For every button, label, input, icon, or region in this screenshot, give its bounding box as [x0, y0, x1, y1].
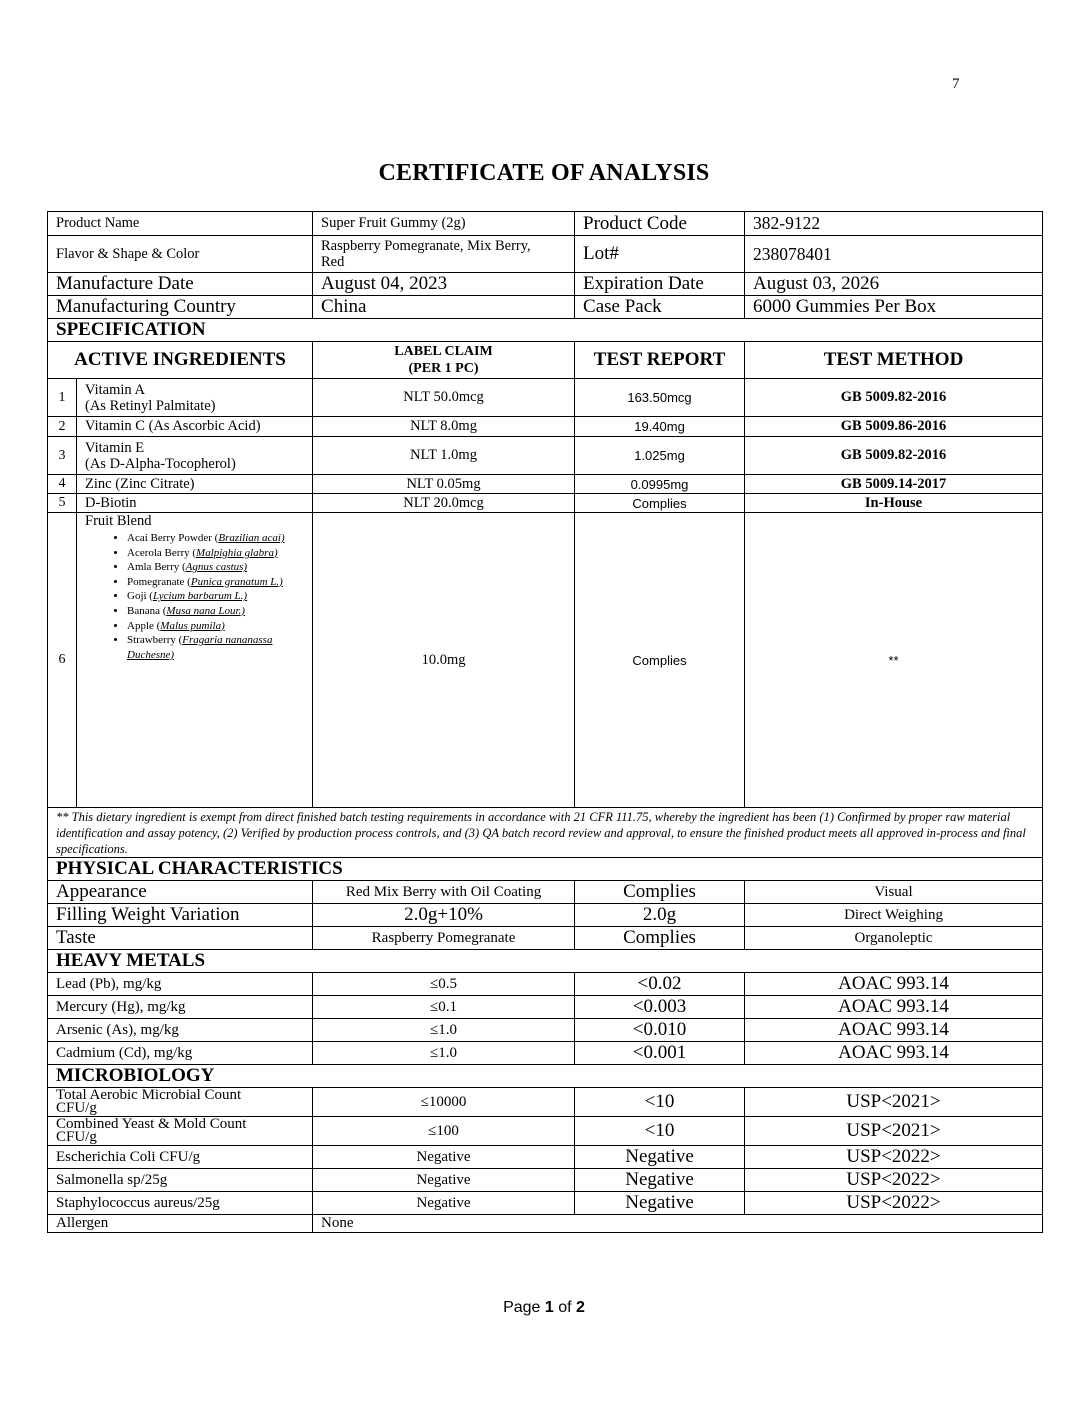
- micro-spec: Negative: [313, 1169, 575, 1192]
- blend-common-name: Strawberry (: [127, 634, 183, 647]
- specification-section-row: [48, 319, 1043, 342]
- micro-name: Escherichia Coli CFU/g: [48, 1146, 313, 1169]
- micro-name-line-2: CFU/g: [56, 1100, 97, 1116]
- lot-value: 238078401: [745, 236, 1043, 273]
- physical-method: Direct Weighing: [745, 904, 1043, 927]
- ingredient-number: 4: [48, 475, 77, 494]
- micro-report: <10: [575, 1088, 745, 1117]
- country-value: China: [313, 296, 575, 319]
- micro-report: <10: [575, 1117, 745, 1146]
- document-title: CERTIFICATE OF ANALYSIS: [378, 160, 710, 186]
- product-code-value: 382-9122: [745, 212, 1043, 236]
- heavy-metal-name: Mercury (Hg), mg/kg: [48, 996, 313, 1019]
- blend-scientific-name: Malus pumila): [160, 619, 225, 632]
- fruit-blend-name: Fruit Blend: [85, 513, 152, 529]
- ingredient-row: [48, 417, 1043, 437]
- heavy-metal-name: Lead (Pb), mg/kg: [48, 973, 313, 996]
- physical-heading: PHYSICAL CHARACTERISTICS: [48, 858, 1043, 881]
- blend-common-name: Pomegranate (: [127, 575, 191, 588]
- lot-label: Lot#: [575, 236, 745, 273]
- list-item: [127, 575, 304, 590]
- footer-current-page: 1: [544, 1299, 554, 1316]
- blend-scientific-name: Fragaria nananassa Duchesne): [127, 634, 273, 661]
- heavy-metal-report: <0.02: [575, 973, 745, 996]
- fruit-blend-row: [48, 513, 1043, 808]
- page-footer: [0, 1299, 1088, 1317]
- micro-name: Salmonella sp/25g: [48, 1169, 313, 1192]
- micro-spec: Negative: [313, 1146, 575, 1169]
- heavy-metal-spec: ≤1.0: [313, 1042, 575, 1065]
- ingredient-number: 2: [48, 417, 77, 437]
- micro-spec: ≤100: [313, 1117, 575, 1146]
- blend-scientific-name: Musa nana Lour.): [166, 604, 245, 617]
- micro-row: [48, 1169, 1043, 1192]
- micro-spec: Negative: [313, 1192, 575, 1215]
- heavy-metal-spec: ≤0.1: [313, 996, 575, 1019]
- heavy-metal-method: AOAC 993.14: [745, 1019, 1043, 1042]
- product-code-label: Product Code: [575, 212, 745, 236]
- expiration-date-value: August 03, 2026: [745, 273, 1043, 296]
- micro-name-line-1: Combined Yeast & Mold Count: [56, 1116, 247, 1132]
- ingredient-number: 5: [48, 494, 77, 513]
- blend-common-name: Amla Berry (: [127, 561, 186, 574]
- ingredient-report: 19.40mg: [575, 417, 745, 437]
- physical-row: [48, 927, 1043, 950]
- ingredient-claim: NLT 0.05mg: [313, 475, 575, 494]
- ingredient-method: GB 5009.82-2016: [745, 379, 1043, 417]
- micro-method: USP<2022>: [745, 1146, 1043, 1169]
- heavy-metal-method: AOAC 993.14: [745, 1042, 1043, 1065]
- ingredient-row: [48, 494, 1043, 513]
- country-row: [48, 296, 1043, 319]
- micro-name: [48, 1088, 313, 1117]
- blend-scientific-name: Punica granatum L.): [190, 575, 283, 588]
- heavy-metal-row: [48, 973, 1043, 996]
- flavor-label: Flavor & Shape & Color: [48, 236, 313, 273]
- manufacture-date-label: Manufacture Date: [48, 273, 313, 296]
- physical-method: Organoleptic: [745, 927, 1043, 950]
- micro-report: Negative: [575, 1169, 745, 1192]
- list-item: [127, 531, 304, 546]
- physical-name: Filling Weight Variation: [48, 904, 313, 927]
- heavy-metal-spec: ≤0.5: [313, 973, 575, 996]
- microbiology-heading: MICROBIOLOGY: [48, 1065, 1043, 1088]
- flavor-line-1: Raspberry Pomegranate, Mix Berry,: [321, 238, 531, 254]
- ingredient-number: 6: [48, 513, 77, 808]
- coa-table: [47, 211, 1043, 1233]
- list-item: [127, 619, 304, 634]
- fruit-blend-list: [85, 531, 304, 662]
- ingredient-number: 3: [48, 437, 77, 475]
- fruit-blend-method: **: [745, 513, 1043, 808]
- blend-scientific-name: Lycium barbarum L.): [152, 590, 248, 603]
- product-name-label: Product Name: [48, 212, 313, 236]
- product-name-row: [48, 212, 1043, 236]
- blend-scientific-name: Malpighia glabra): [196, 546, 278, 559]
- ingredient-name-line-1: Vitamin E: [85, 439, 145, 456]
- flavor-row: [48, 236, 1043, 273]
- micro-report: Negative: [575, 1192, 745, 1215]
- list-item: [127, 546, 304, 561]
- blend-common-name: Banana (: [127, 604, 167, 617]
- physical-section-row: [48, 858, 1043, 881]
- exemption-note: ** This dietary ingredient is exempt from direct finished batch testing requirements in accordance with 21 CFR 111.75, whereby the ingredient has been (1) Confirmed by proper raw material identification and assay potency, (2) Verified by production process controls, and (3) QA batch record review and approval, to ensure the finished product meets all approved in-process and final specifications.: [48, 808, 1043, 858]
- heavy-metal-row: [48, 996, 1043, 1019]
- list-item: [127, 560, 304, 575]
- blend-scientific-name: Brazilian acai): [218, 532, 285, 544]
- country-label: Manufacturing Country: [48, 296, 313, 319]
- flavor-line-2: Red: [321, 254, 345, 270]
- case-pack-value: 6000 Gummies Per Box: [745, 296, 1043, 319]
- expiration-date-label: Expiration Date: [575, 273, 745, 296]
- case-pack-label: Case Pack: [575, 296, 745, 319]
- ingredient-method: GB 5009.14-2017: [745, 475, 1043, 494]
- allergen-label: Allergen: [48, 1215, 313, 1233]
- heavy-metal-row: [48, 1019, 1043, 1042]
- micro-row: [48, 1088, 1043, 1117]
- heavy-metals-section-row: [48, 950, 1043, 973]
- physical-spec: 2.0g+10%: [313, 904, 575, 927]
- physical-name: Taste: [48, 927, 313, 950]
- allergen-value: None: [313, 1215, 1043, 1233]
- ingredient-number: 1: [48, 379, 77, 417]
- heavy-metal-name: Arsenic (As), mg/kg: [48, 1019, 313, 1042]
- heavy-metal-spec: ≤1.0: [313, 1019, 575, 1042]
- micro-method: USP<2021>: [745, 1088, 1043, 1117]
- physical-method: Visual: [745, 881, 1043, 904]
- ingredient-method: GB 5009.86-2016: [745, 417, 1043, 437]
- micro-method: USP<2021>: [745, 1117, 1043, 1146]
- micro-name-line-2: CFU/g: [56, 1129, 97, 1145]
- ingredient-row: [48, 437, 1043, 475]
- micro-name: [48, 1117, 313, 1146]
- list-item: [127, 633, 304, 662]
- heavy-metal-method: AOAC 993.14: [745, 973, 1043, 996]
- footer-prefix: Page: [503, 1299, 545, 1316]
- ingredient-name: Zinc (Zinc Citrate): [77, 475, 313, 494]
- ingredient-report: 0.0995mg: [575, 475, 745, 494]
- heavy-metals-heading: HEAVY METALS: [48, 950, 1043, 973]
- footer-total-pages: 2: [576, 1299, 585, 1316]
- col-label-claim-line-1: LABEL CLAIM: [394, 344, 493, 359]
- col-active-ingredients: ACTIVE INGREDIENTS: [48, 342, 313, 379]
- ingredient-row: [48, 379, 1043, 417]
- col-test-method: TEST METHOD: [745, 342, 1043, 379]
- ingredient-name: [77, 379, 313, 417]
- ingredient-name: D-Biotin: [77, 494, 313, 513]
- blend-scientific-name: Agnus castus): [185, 561, 248, 574]
- physical-report: 2.0g: [575, 904, 745, 927]
- micro-row: [48, 1146, 1043, 1169]
- heavy-metal-report: <0.010: [575, 1019, 745, 1042]
- micro-report: Negative: [575, 1146, 745, 1169]
- list-item: [127, 604, 304, 619]
- heavy-metal-name: Cadmium (Cd), mg/kg: [48, 1042, 313, 1065]
- fruit-blend-report: Complies: [575, 513, 745, 808]
- blend-common-name: Apple (: [127, 619, 161, 632]
- ingredient-claim: NLT 8.0mg: [313, 417, 575, 437]
- ingredient-claim: NLT 1.0mg: [313, 437, 575, 475]
- microbiology-section-row: [48, 1065, 1043, 1088]
- physical-row: [48, 881, 1043, 904]
- micro-name: Staphylococcus aureus/25g: [48, 1192, 313, 1215]
- physical-report: Complies: [575, 881, 745, 904]
- ingredient-report: Complies: [575, 494, 745, 513]
- page-number: 7: [952, 76, 960, 92]
- micro-spec: ≤10000: [313, 1088, 575, 1117]
- ingredient-name: Vitamin C (As Ascorbic Acid): [77, 417, 313, 437]
- col-test-report: TEST REPORT: [575, 342, 745, 379]
- blend-common-name: Acerola Berry (: [127, 546, 197, 559]
- micro-row: [48, 1117, 1043, 1146]
- ingredient-report: 163.50mcg: [575, 379, 745, 417]
- manufacture-date-value: August 04, 2023: [313, 273, 575, 296]
- col-label-claim-line-2: (PER 1 PC): [408, 361, 479, 376]
- allergen-row: [48, 1215, 1043, 1233]
- heavy-metal-report: <0.003: [575, 996, 745, 1019]
- spec-header-row: [48, 342, 1043, 379]
- physical-spec: Red Mix Berry with Oil Coating: [313, 881, 575, 904]
- footer-mid: of: [553, 1299, 577, 1316]
- exemption-note-row: [48, 808, 1043, 858]
- physical-name: Appearance: [48, 881, 313, 904]
- ingredient-name-line-2: (As D-Alpha-Tocopherol): [85, 455, 236, 472]
- physical-row: [48, 904, 1043, 927]
- specification-heading: SPECIFICATION: [48, 319, 1043, 342]
- col-label-claim: [313, 342, 575, 379]
- list-item: [127, 589, 304, 604]
- ingredient-method: GB 5009.82-2016: [745, 437, 1043, 475]
- fruit-blend-claim: 10.0mg: [313, 513, 575, 808]
- micro-method: USP<2022>: [745, 1169, 1043, 1192]
- ingredient-claim: NLT 20.0mcg: [313, 494, 575, 513]
- ingredient-name-line-2: (As Retinyl Palmitate): [85, 397, 216, 414]
- physical-spec: Raspberry Pomegranate: [313, 927, 575, 950]
- flavor-value: [313, 236, 575, 273]
- manufacture-date-row: [48, 273, 1043, 296]
- heavy-metal-report: <0.001: [575, 1042, 745, 1065]
- ingredient-report: 1.025mg: [575, 437, 745, 475]
- product-name-value: Super Fruit Gummy (2g): [313, 212, 575, 236]
- blend-common-name: Acai Berry Powder (: [127, 532, 219, 544]
- heavy-metal-row: [48, 1042, 1043, 1065]
- ingredient-claim: NLT 50.0mcg: [313, 379, 575, 417]
- ingredient-method: In-House: [745, 494, 1043, 513]
- heavy-metal-method: AOAC 993.14: [745, 996, 1043, 1019]
- fruit-blend-cell: [77, 513, 313, 808]
- micro-row: [48, 1192, 1043, 1215]
- micro-name-line-1: Total Aerobic Microbial Count: [56, 1087, 242, 1103]
- physical-report: Complies: [575, 927, 745, 950]
- blend-common-name: Goji (: [127, 590, 153, 603]
- ingredient-row: [48, 475, 1043, 494]
- micro-method: USP<2022>: [745, 1192, 1043, 1215]
- ingredient-name-line-1: Vitamin A: [85, 381, 145, 398]
- ingredient-name: [77, 437, 313, 475]
